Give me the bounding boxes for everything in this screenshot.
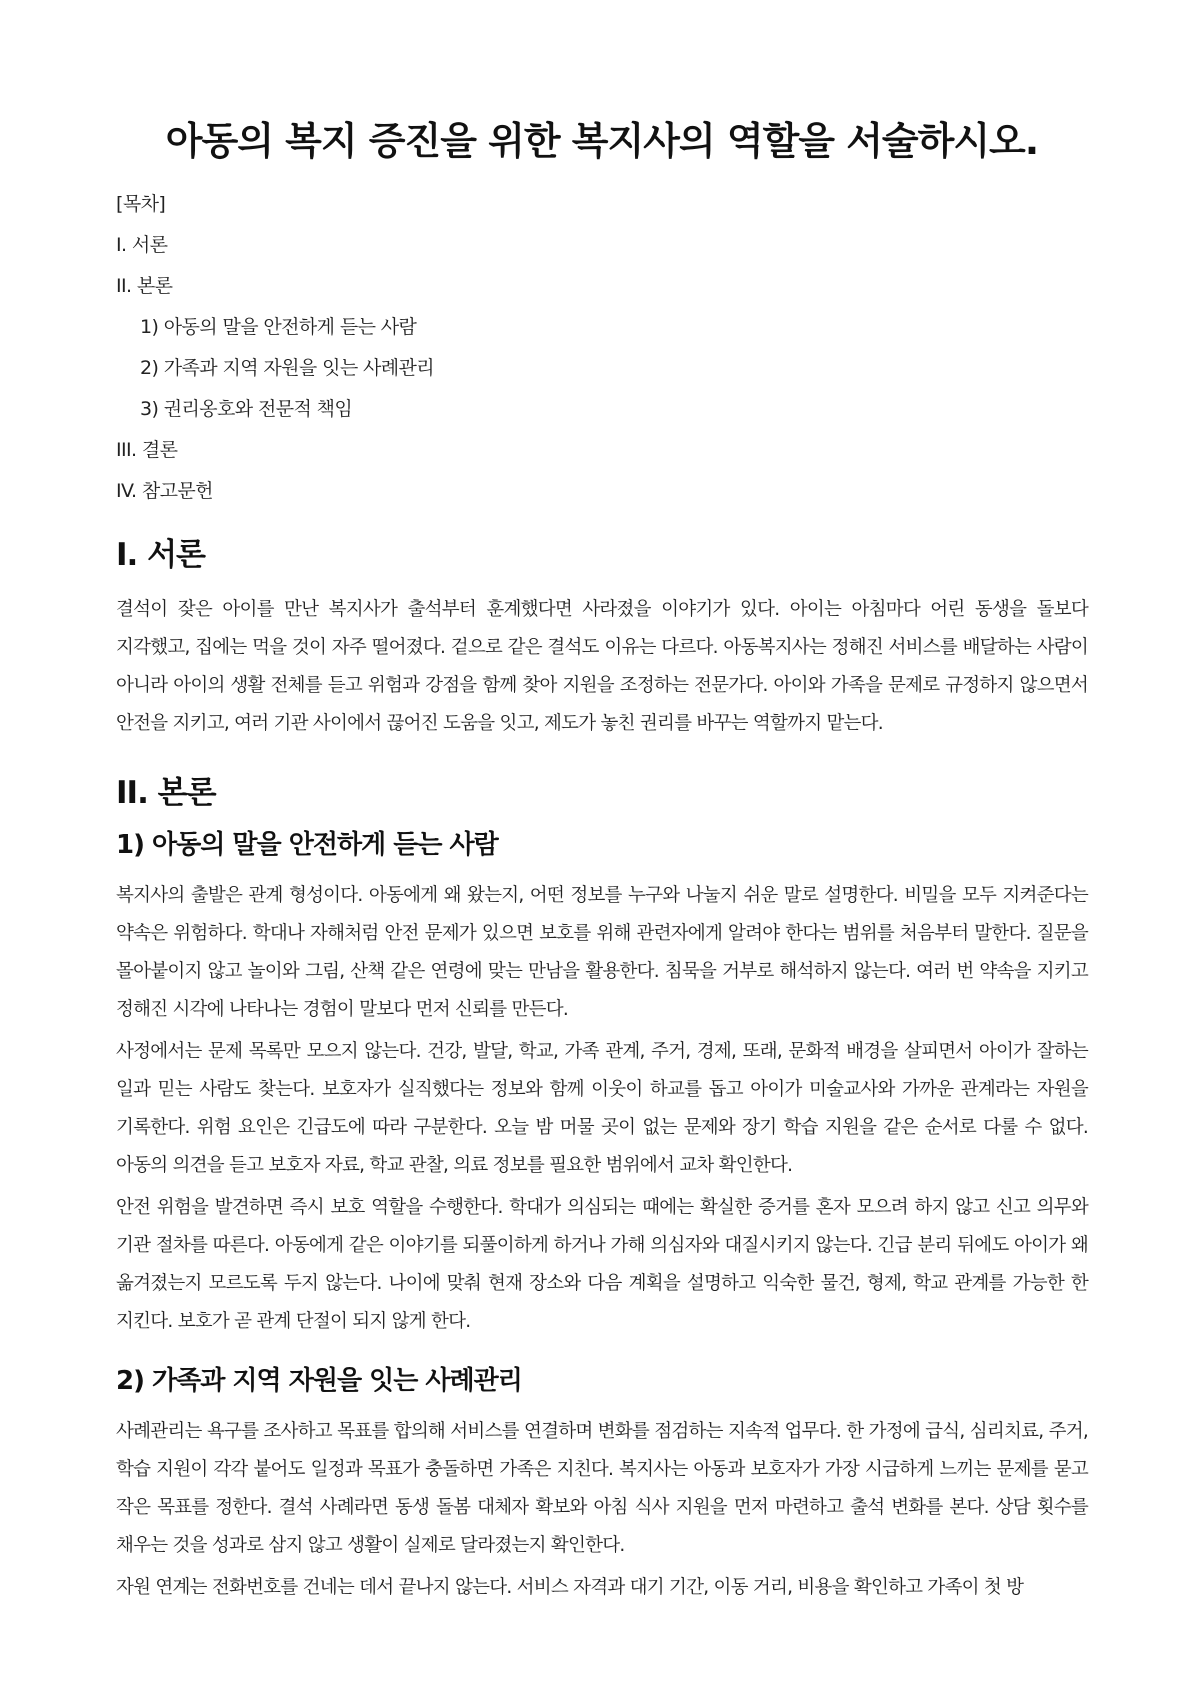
toc-subitem: 2) 가족과 지역 자원을 잇는 사례관리 — [140, 356, 435, 379]
toc-subitem: 1) 아동의 말을 안전하게 듣는 사람 — [140, 315, 417, 338]
subsection-heading: 1) 아동의 말을 안전하게 듣는 사람 — [116, 830, 498, 861]
paragraph: 사정에서는 문제 목록만 모으지 않는다. 건강, 발달, 학교, 가족 관계, 주거, 경제, 또래, 문화적 배경을 살피면서 아이가 잘하는 일과 믿는 사람도 찾는다. 보호자가 실직했다는 정보와 함께 이웃이 하교를 돕고 아이가 미술교사와 가까운 관계라는 자원을 기록한다. 위험 요인은 긴급도에 따라 구분한다. 오늘 밤 머물 곳이 없는 문제와 장기 학습 지원을 같은 순서로 다룰 수 없다. 아동의 의견을 듣고 보호자 자료, 학교 관찰, 의료 정보를 필요한 범위에서 교차 확인한다. — [116, 1040, 1088, 1176]
document-title: 아동의 복지 증진을 위한 복지사의 역할을 서술하시오. — [165, 119, 1039, 163]
section-heading: II. 본론 — [116, 774, 216, 811]
body-section — [116, 773, 1088, 1607]
paragraph: 복지사의 출발은 관계 형성이다. 아동에게 왜 왔는지, 어떤 정보를 누구와 나눌지 쉬운 말로 설명한다. 비밀을 모두 지켜준다는 약속은 위험하다. 학대나 자해처럼 안전 문제가 있으면 보호를 위해 관련자에게 알려야 한다는 범위를 처음부터 말한다. 질문을 몰아붙이지 않고 놀이와 그림, 산책 같은 연령에 맞는 만남을 활용한다. 침묵을 거부로 해석하지 않는다. 여러 번 약속을 지키고 정해진 시각에 나타나는 경험이 말보다 먼저 신뢰를 만든다. — [116, 884, 1088, 1020]
toc-item: III. 결론 — [116, 438, 178, 461]
toc-heading: [목차] — [116, 192, 166, 215]
intro-section — [116, 535, 1088, 743]
toc-item: IV. 참고문헌 — [116, 479, 213, 502]
toc-item: I. 서론 — [116, 233, 168, 256]
section-heading: I. 서론 — [116, 536, 205, 573]
subsection-listening — [116, 829, 1088, 1341]
toc-subitem: 3) 권리옹호와 전문적 책임 — [140, 397, 353, 420]
subsection-heading: 2) 가족과 지역 자원을 잇는 사례관리 — [116, 1365, 522, 1396]
paragraph: 사례관리는 욕구를 조사하고 목표를 합의해 서비스를 연결하며 변화를 점검하는 지속적 업무다. 한 가정에 급식, 심리치료, 주거, 학습 지원이 각각 붙어도 일정과 목표가 충돌하면 가족은 지친다. 복지사는 아동과 보호자가 가장 시급하게 느끼는 문제를 묻고 작은 목표를 정한다. 결석 사례라면 동생 돌봄 대체자 확보와 아침 식사 지원을 먼저 마련하고 출석 변화를 본다. 상담 횟수를 채우는 것을 성과로 삼지 않고 생활이 실제로 달라졌는지 확인한다. — [116, 1420, 1088, 1556]
paragraph: 자원 연계는 전화번호를 건네는 데서 끝나지 않는다. 서비스 자격과 대기 기간, 이동 거리, 비용을 확인하고 가족이 첫 방 — [116, 1576, 1024, 1598]
subsection-case-management — [116, 1365, 1088, 1607]
paragraph: 결석이 잦은 아이를 만난 복지사가 출석부터 훈계했다면 사라졌을 이야기가 있다. 아이는 아침마다 어린 동생을 돌보다 지각했고, 집에는 먹을 것이 자주 떨어졌다. 겉으로 같은 결석도 이유는 다르다. 아동복지사는 정해진 서비스를 배달하는 사람이 아니라 아이의 생활 전체를 듣고 위험과 강점을 함께 찾아 지원을 조정하는 전문가다. 아이와 가족을 문제로 규정하지 않으면서 안전을 지키고, 여러 기관 사이에서 끊어진 도움을 잇고, 제도가 놓친 권리를 바꾸는 역할까지 맡는다. — [116, 598, 1088, 734]
toc-item: II. 본론 — [116, 274, 173, 297]
paragraph: 안전 위험을 발견하면 즉시 보호 역할을 수행한다. 학대가 의심되는 때에는 확실한 증거를 혼자 모으려 하지 않고 신고 의무와 기관 절차를 따른다. 아동에게 같은 이야기를 되풀이하게 하거나 가해 의심자와 대질시키지 않는다. 긴급 분리 뒤에도 아이가 왜 옮겨졌는지 모르도록 두지 않는다. 나이에 맞춰 현재 장소와 다음 계획을 설명하고 익숙한 물건, 형제, 학교 관계를 가능한 한 지킨다. 보호가 곧 관계 단절이 되지 않게 한다. — [116, 1196, 1088, 1332]
table-of-contents — [116, 190, 1088, 505]
